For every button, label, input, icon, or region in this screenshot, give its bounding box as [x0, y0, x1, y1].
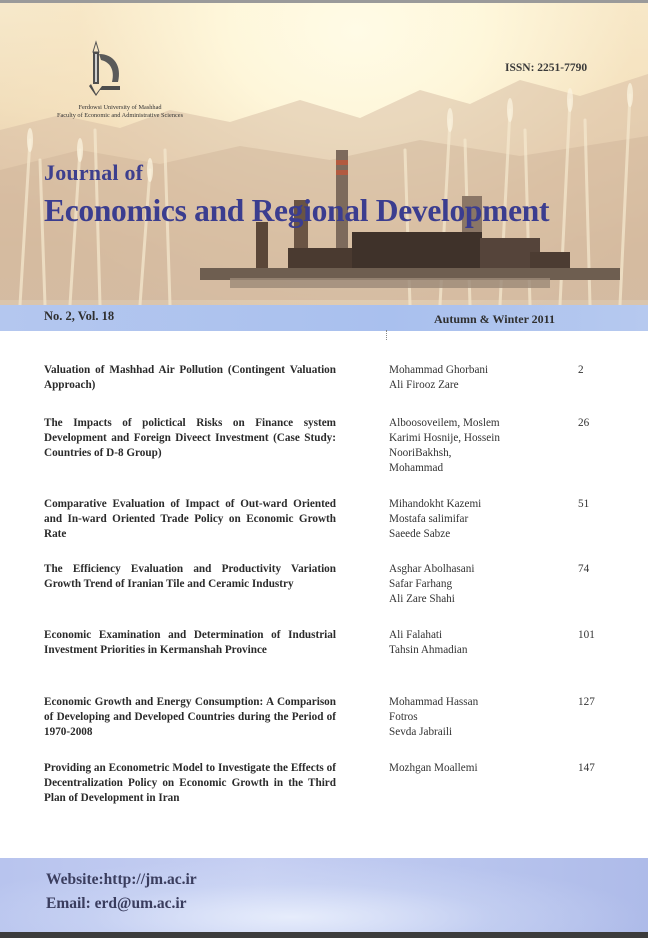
article-authors [389, 363, 564, 393]
article-title: Economic Examination and Determination of Industrial Investment Priorities in Kermanshah Province [44, 629, 336, 656]
university-caption [40, 104, 200, 120]
page-number: 74 [578, 563, 590, 575]
scan-artifact [386, 330, 389, 340]
author-name: Mohammad Ghorbani [389, 364, 489, 376]
author-name: Asghar Abolhasani [389, 563, 475, 575]
page-number: 2 [578, 364, 584, 376]
article-title: Providing an Econometric Model to Investigate the Effects of Decentralization Policy on Economic Growth in the Third Plan of Development in Iran [44, 762, 336, 804]
issue-number-volume: No. 2, Vol. 18 [44, 309, 115, 323]
article-authors [389, 497, 564, 542]
article-title: Valuation of Mashhad Air Pollution (Contingent Valuation Approach) [44, 364, 336, 391]
author-name: Karimi Hosnije, Hossein [389, 432, 500, 444]
website-link[interactable]: Website:http://jm.ac.ir [46, 871, 197, 888]
author-name: Sevda Jabraili [389, 726, 453, 738]
article-title: Economic Growth and Energy Consumption: A Comparison of Developing and Developed Countries during the Period of 1970-2008 [44, 696, 336, 738]
author-name: Mostafa salimifar [389, 513, 469, 525]
issue-season: Autumn & Winter 2011 [434, 312, 556, 326]
author-name: Ali Firooz Zare [389, 379, 459, 391]
author-name: Mihandokht Kazemi [389, 498, 482, 510]
issue-band [0, 305, 648, 331]
article-authors [389, 628, 564, 658]
author-name: Alboosoveilem, Moslem [389, 417, 500, 429]
article-authors [389, 695, 564, 740]
page-number: 26 [578, 417, 590, 429]
article-title: The Impacts of polictical Risks on Finance system Development and Foreign Diveect Investment (Case Study: Countries of D-8 Group) [44, 417, 336, 459]
page-number: 147 [578, 762, 595, 774]
article-authors [389, 761, 564, 776]
page-number: 101 [578, 629, 595, 641]
cover-image [0, 0, 648, 305]
author-name: Fotros [389, 711, 418, 723]
author-name: NooriBakhsh, [389, 447, 452, 459]
author-name: Saeede Sabze [389, 528, 451, 540]
author-name: Safar Farhang [389, 578, 453, 590]
author-name: Tahsin Ahmadian [389, 644, 468, 656]
journal-title: Economics and Regional Development [44, 193, 550, 228]
scan-bottom-edge [0, 932, 648, 938]
pen-dome-logo-icon [88, 40, 128, 98]
author-name: Mohammad [389, 462, 444, 474]
page-number: 127 [578, 696, 595, 708]
article-title: Comparative Evaluation of Impact of Out-ward Oriented and In-ward Oriented Trade Policy on Economic Growth Rate [44, 498, 336, 540]
author-name: Mohammad Hassan [389, 696, 479, 708]
author-name: Ali Zare Shahi [389, 593, 455, 605]
journal-prefix: Journal of [44, 160, 144, 185]
author-name: Mozhgan Moallemi [389, 762, 478, 774]
issn-number: ISSN: 2251-7790 [505, 62, 588, 74]
contact-footer [0, 858, 648, 932]
article-authors [389, 416, 564, 476]
author-name: Ali Falahati [389, 629, 443, 641]
page-number: 51 [578, 498, 590, 510]
university-name: Ferdowsi University of Mashhad [78, 104, 162, 111]
email-link[interactable]: Email: erd@um.ac.ir [46, 895, 187, 912]
article-title: The Efficiency Evaluation and Productivity Variation Growth Trend of Iranian Tile and Ceramic Industry [44, 563, 336, 590]
article-authors [389, 562, 564, 607]
faculty-name: Faculty of Economic and Administrative Sciences [56, 112, 184, 119]
